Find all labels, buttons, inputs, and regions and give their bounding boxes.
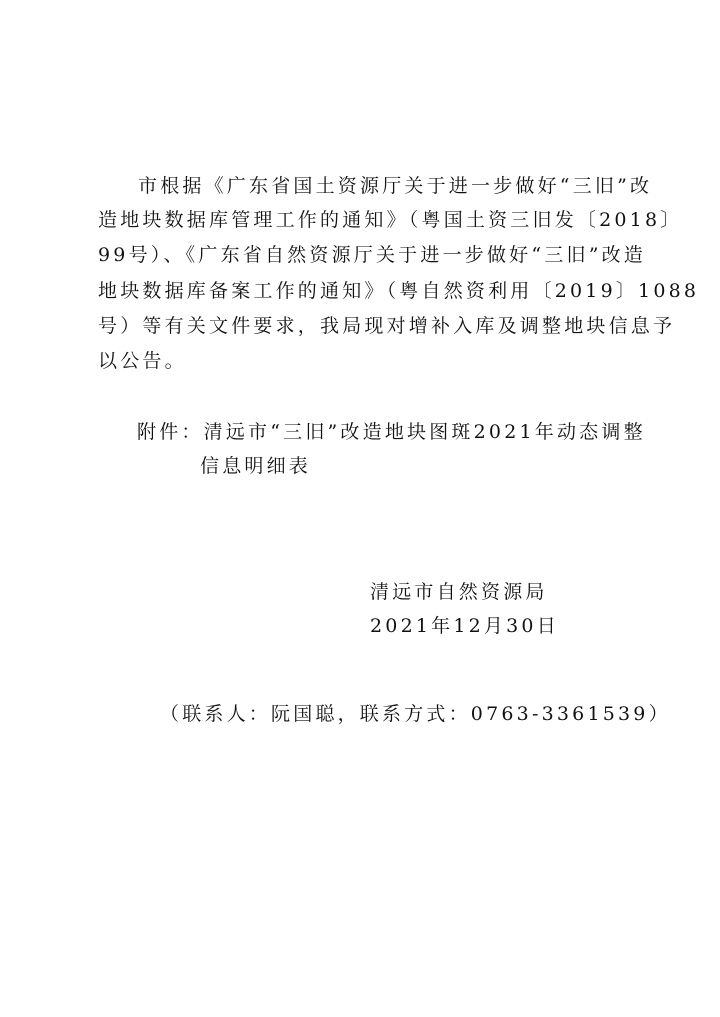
paragraph-line-6: 以公告。 [98,350,187,372]
contact-info: （联系人：阮国聪，联系方式：0763-3361539） [160,703,671,725]
paragraph-line-3: 99号）、《广东省自然资源厅关于进一步做好“三旧”改造 [98,244,647,266]
paragraph-line-4: 地块数据库备案工作的通知》（粤自然资利用〔2019〕1088 [98,280,700,302]
attachment-line-1: 附件：清远市“三旧”改造地块图斑2021年动态调整 [137,421,646,443]
paragraph-line-1: 市根据《广东省国土资源厅关于进一步做好“三旧”改 [138,175,653,197]
signature-date: 2021年12月30日 [370,615,559,637]
paragraph-line-5: 号）等有关文件要求，我局现对增补入库及调整地块信息予 [98,315,676,337]
paragraph-line-2: 造地块数据库管理工作的通知》（粤国土资三旧发〔2018〕 [98,209,683,231]
attachment-line-2: 信息明细表 [200,455,312,477]
signature-organization: 清远市自然资源局 [370,581,548,603]
